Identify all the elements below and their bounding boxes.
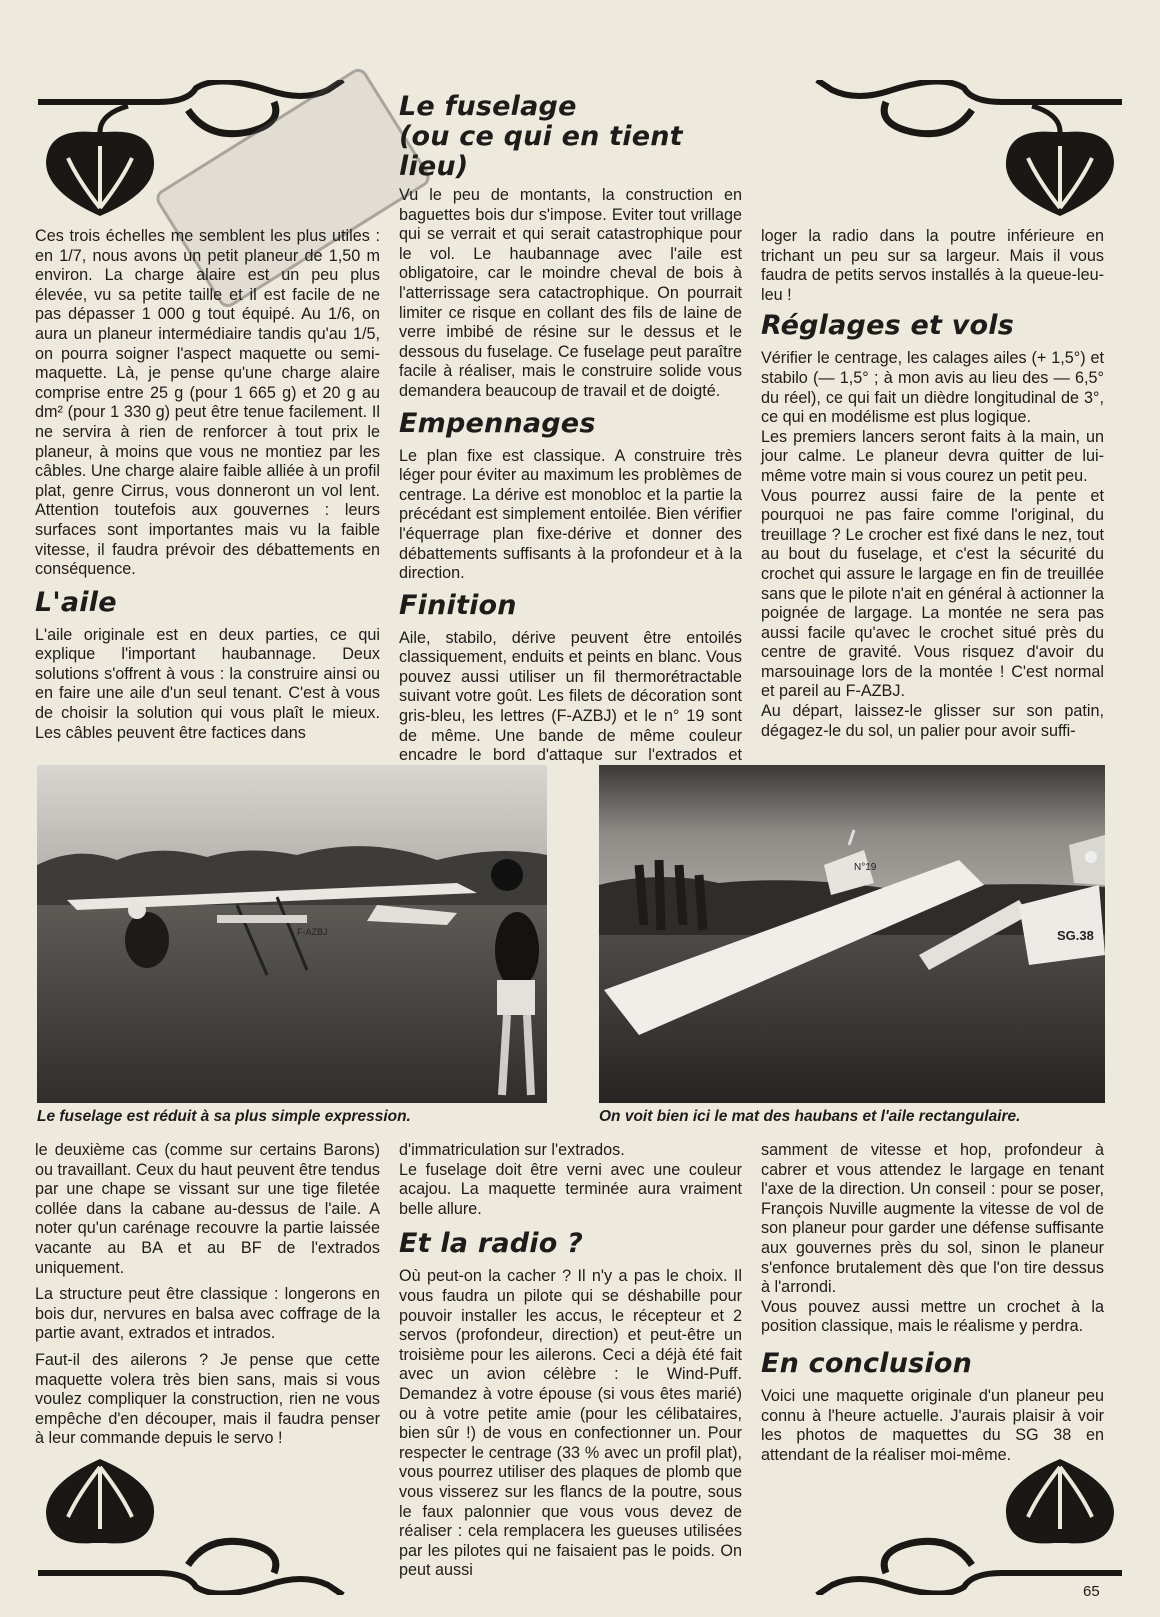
heading-radio: Et la radio ?: [399, 1228, 583, 1260]
ornament-bottom-right: [812, 1455, 1122, 1595]
ornament-top-right: [812, 80, 1122, 220]
photo-fuselage-glider: [37, 765, 547, 1103]
reglages-paragraph-2: Les premiers lancers seront faits à la main, un jour calme. Le planeur devra quitter de lui-même votre main si vous courez un petit peu.: [761, 427, 1104, 485]
immatriculation-paragraph: d'immatriculation sur l'extrados.: [399, 1141, 625, 1159]
photo-rectangular-wing: [599, 765, 1105, 1103]
column-right-top: [761, 227, 1104, 741]
structure-paragraph: La structure peut être classique : longerons en bois dur, nervures en balsa avec coffrage de la partie avant, extrados et intrados.: [35, 1285, 380, 1343]
column-right-bottom: [761, 1141, 1104, 1472]
aile-paragraph: L'aile originale est en deux parties, ce qui explique l'important haubannage. Deux solutions s'offrent à vous : la construire ainsi ou en faire une aile d'un seul tenant. C'est à vous de choisir la solution qui vous plaît le mieux. Les câbles peuvent être factices dans: [35, 625, 380, 742]
heading-aile: L'aile: [35, 586, 117, 618]
photo-right-marking-1: N°19: [854, 862, 877, 873]
fuselage-paragraph: Vu le peu de montants, la construction en baguettes bois dur s'impose. Eviter tout vrillage qui se verrait et qui serait catastrophique pour le vol. Le haubannage avec l'aile est obligatoire, car le moindre cheval de bois à l'atterrissage sera catactrophique. On pourrait limiter ce risque en collant des fils de laine de verre imbibé de résine sur le dessus et le dessous du fuselage. Ce fuselage peut paraître facile à réaliser, mais le construire solide vous demandera beaucoup de travail et de doigté.: [399, 186, 742, 400]
empennages-paragraph: Le plan fixe est classique. A construire très léger pour éviter au maximum les problèmes de centrage. La dérive est monobloc et la partie la précédant est simplement entoilée. Bien vérifier l'équerrage plan fixe-dérive et donner des débattements suffisants à la profondeur et à la direction.: [399, 446, 742, 583]
crochet-paragraph: Vous pouvez aussi mettre un crochet à la position classique, mais le réalisme y perdra.: [761, 1297, 1104, 1336]
reglages-paragraph-1: Vérifier le centrage, les calages ailes (+ 1,5°) et stabilo (— 1,5° ; à mon avis au lieu des — 6,5° du réel), ce qui fait un dièdre longitudinal de 3°, ce qui en modélisme est plus logique.: [761, 349, 1104, 427]
column-left-top: [35, 227, 380, 750]
ornament-bottom-left: [38, 1455, 348, 1595]
intro-paragraph: Ces trois échelles me semblent les plus utiles : en 1/7, nous avons un petit planeur de 1,50 m environ. La charge alaire est un peu plus élevée, vu sa petite taille et il est facile de ne pas dépasser 1 000 g tout équipé. Au 1/6, on aura un planeur intermédiaire tandis qu'au 1/5, on pourra soigner l'aspect maquette ou semi-maquette. Là, je pense qu'une charge alaire comprise entre 25 g (pour 1 665 g) et 20 g au dm² (pour 1 330 g) peut être tenue facilement. Il ne servira à rien de renforcer à tout prix le planeur, à moins que vous ne montiez par les câbles. Une charge alaire faible alliée à un profil plat, genre Cirrus, vous donneront un vol lent. Attention toutefois aux gouvernes : leurs surfaces sont importantes mais vu la faible vitesse, il faudra prévoir des débattements en conséquence.: [35, 227, 380, 579]
ailerons-paragraph: Faut-il des ailerons ? Je pense que cette maquette volera très bien sans, mais si vous voulez compliquer la construction, rien ne vous empêche d'en découper, mais il faudra penser à leur commande depuis le servo !: [35, 1350, 380, 1448]
heading-fuselage-line2: (ou ce qui en tient lieu): [399, 121, 683, 182]
radio-paragraph: Où peut-on la cacher ? Il n'y a pas le choix. Il vous faudra un pilote qui se déshabille pour pouvoir installer les accus, le récepteur et 2 servos (profondeur, direction) et peut-être un troisième pour les ailerons. Ceci a déjà été fait avec un avion célèbre : le Wind-Puff. Demandez à votre épouse (si vous êtes marié) ou à votre petite amie (pour les célibataires, bien sûr !) de vous en confectionner un. Pour respecter le centrage (33 % avec un profil plat), vous pourrez utiliser des plaques de plomb que vous visserez sur les flancs de la poutre, sous le faux palonnier que vous vous devez de réaliser : cela remplacera les gueuses utilisées par les pilotes qui ne faisaient pas le poids. On peut aussi: [399, 1267, 742, 1580]
heading-fuselage: [399, 92, 742, 182]
heading-conclusion: En conclusion: [761, 1347, 973, 1379]
photo-left-marking: F-AZBJ: [297, 927, 328, 937]
vernis-paragraph: Le fuselage doit être verni avec une couleur acajou. La maquette terminée aura vraiment belle allure.: [399, 1160, 742, 1218]
heading-finition: Finition: [399, 589, 517, 621]
photo-right-marking-2: SG.38: [1057, 928, 1094, 943]
reglages-paragraph-4: Au départ, laissez-le glisser sur son patin, dégagez-le du sol, un palier pour avoir suffi-: [761, 702, 1104, 740]
page-number: 65: [1083, 1583, 1100, 1600]
conclusion-paragraph: Voici une maquette originale d'un planeur peu connu à l'heure actuelle. J'aurais plaisir à voir les photos de maquettes du SG 38 en attendant de la réaliser moi-même.: [761, 1386, 1104, 1464]
reglages-paragraph-3: Vous pourrez aussi faire de la pente et pourquoi ne pas faire comme l'original, du treuillage ? Le crocher est fixé dans le nez, tout au bout du fuselage, et c'est la sécurité du crochet qui assure le largage en fin de treuillée sans que le pilote n'ait en général à actionner la poignée de largage. La montée ne sera pas aussi facile qu'avec le crochet situé près du centre de gravité. Vous risquez d'avoir du marsouinage lors de la montée ! C'est normal et pareil au F-AZBJ.: [761, 486, 1104, 701]
largage-paragraph: samment de vitesse et hop, profondeur à cabrer et vous attendez le largage en tenant l'axe de la direction. Un conseil : pour se poser, François Nuville augmente la vitesse de vol de son planeur pour garder une défense suffisante aux gouvernes près du sol, sinon le planeur s'enfonce brutalement dès que l'on tire dessus à l'arrondi.: [761, 1141, 1104, 1297]
heading-fuselage-line1: Le fuselage: [399, 91, 577, 122]
heading-empennages: Empennages: [399, 407, 596, 439]
caption-left: Le fuselage est réduit à sa plus simple expression.: [37, 1108, 411, 1125]
heading-reglages: Réglages et vols: [761, 310, 1014, 342]
radio-loger-paragraph: loger la radio dans la poutre inférieure en trichant un peu sur sa largeur. Mais il vous faudra de petits servos installés à la queue-leu-leu !: [761, 227, 1104, 304]
column-middle-top: [399, 92, 742, 792]
column-middle-bottom: [399, 1141, 742, 1588]
caption-right: On voit bien ici le mat des haubans et l'aile rectangulaire.: [599, 1108, 1021, 1125]
finition-paragraph: Aile, stabilo, dérive peuvent être entoilés classiquement, enduits et peints en blanc. Vous pouvez aussi utiliser un fil thermorétractable suivant votre goût. Les filets de décoration sont gris-bleu, les lettres (F-AZBJ) et le n° 19 sont de même. Une bande de même couleur encadre le bord d'attaque sur l'extrados et: [399, 628, 742, 765]
cables-paragraph: le deuxième cas (comme sur certains Barons) ou travaillant. Ceux du haut peuvent être tendus par une chape se vissant sur une tige filetée collée dans la cabane au-dessus de l'aile. A noter qu'un carénage recouvre la partie laissée vacante au BA et au BF de l'extrados uniquement.: [35, 1141, 380, 1277]
column-left-bottom: [35, 1141, 380, 1456]
